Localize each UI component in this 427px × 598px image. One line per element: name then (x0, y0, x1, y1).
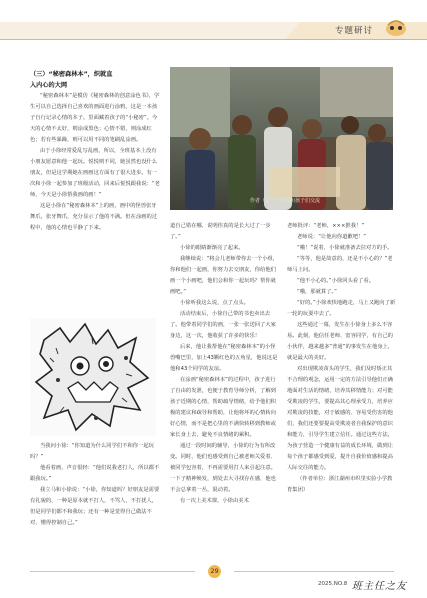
paragraph: 我立马和小徐说：“小徐，你知道吗？好朋友是需要有礼貌的，一种是原本就不打人，不骂人，不打扰人，但是同学们都不和我玩；还有一种是觉得自己做法不对，懂得控制自己。” (30, 487, 160, 526)
paragraph: 由于小徐经常爱乱写乱画，所以，全班基本上没有小朋友愿意和他一起玩。悦悦则不同，她虽然也没什么朋友，但是这学期她在画画这方面有了很大进步。有一次和小徐一起参加了班级活动，回来后悦悦跟我说：“老师，今天是小徐帮我画的画！” (30, 148, 160, 198)
paragraph: 通过一段时间的辅导，小徐的行为有所改变。同时，他们也感受到自己被老师关爱着、被同学包容着，不再需要用打人来引起注意。一下子精神焕发，到处去大寻找存在感，他也不会总拿着一丛，混动着。 (170, 443, 276, 493)
paragraph: 活动结束后，小徐自己带的书也卖出去了。他带着同学们的画，一张一张送回了大家身边，这一次，他收获了许多的快乐！ (170, 311, 276, 339)
header-section-title: 专题研讨 (335, 26, 374, 36)
paragraph: “哦！”说着，小徐就准备去拉对方的手。 (297, 245, 393, 251)
paragraph: 小徐听我这么说，点了点头。 (180, 300, 249, 306)
paragraph: “等等，他是故意的，还是不小心的？”老师马上问。 (287, 256, 393, 273)
paragraph: 当我问小徐：“你知道为什么同学们不和你一起玩吗？” (30, 443, 154, 460)
paragraph: 对出现欺凌苗头的学生，我们及时矫正其不合理的观念，运用一定的方法引导他们正确地面对生活的情绪，培养其移情能力；对可能受欺凌的学生，要提高其心理承受力，培养应对欺凌的技能，对于敏感的、容易受伤害的他们，我们还要要提高受欺凌者自我保护的意识和能力，引导学生建立信任。通过这些方法，为孩子营造一个健康有益的成长环境，做到让每个孩子都感受到爱，提升自我价值感和提高人际交往的能力。 (287, 366, 393, 471)
photo-caption: 作者（左一）正在和孩子们交流 (250, 198, 321, 204)
paragraph: 在涂画“秘密森林本”的过程中，孩子进行了自由的发泄，也便于教育导师分析，了解到孩子近期的心情，帮助疏导情绪，给予他们积极的建议和疏导和帮助，让他将坏的心情转向好心情，而不是把心里的不满快转移到教师或家长身上去，避免不良情绪的累积。 (170, 377, 276, 438)
mascot-icon (383, 16, 409, 38)
section-heading-line2: 入内心的大网 (30, 82, 68, 89)
paragraph: 老师批评：“老师，×××推我！” (287, 223, 365, 229)
paragraph: 他看着画，声音很轻：“他们说我老打人，所以都不跟我玩。” (30, 465, 160, 482)
middle-column (170, 221, 280, 561)
footer-divider-left (30, 571, 195, 572)
magazine-name: 班主任之友 (352, 581, 407, 592)
author-affiliation: （作者单位：浙江湖州市织里实验小学教育集团） (287, 476, 393, 493)
issue-number: 2025.NO.8 (318, 581, 348, 587)
paragraph: “秘密森林本”是模仿《秘密森林的创意涂色书》，学生可以自己选择自己喜欢的画面进行涂鸦，这是一本孩子自行记录心情的本子。里面藏着孩子的“小秘密”。今天的心情不太好，则涂成黑色；心情不错，则涂成红色；若有些暴躁，则可以用不同的笔刷乱涂画。 (30, 93, 160, 143)
right-column (287, 221, 397, 561)
paragraph: 小徐的眼睛渐渐亮了起来。 (180, 245, 244, 251)
classroom-photo-graphic (170, 67, 393, 210)
paragraph: 这是小徐在“秘密森林本”上的画，画中的怪兽张牙舞爪，张牙舞爪，充分显示了他的不满。但在涂画的过程中，他的心情也平静了下来。 (30, 203, 158, 231)
section-heading-line1: （三）“秘密森林本”，织就直 (30, 71, 113, 78)
paragraph: 后来，他让我帮他在“秘密森林本”的小怪兽嘴巴里，加上43颗红色的五角星，他说这是他和43个同学的友谊。 (170, 344, 278, 372)
monster-drawing (30, 318, 156, 436)
paragraph: “哦，那就算了。” (297, 289, 337, 295)
monster-illustration-graphic (30, 318, 156, 436)
paragraph: 我继续说：“将会儿老师带你去一个小组，你和他们一起画，你努力去交朋友，你给他们画一个小画吧，他们会和你一起玩吗？帮你就画吧。” (170, 256, 279, 295)
paragraph: 有一次上美术课，小徐由美术 (180, 498, 249, 504)
paragraph: “好的。”小徐欢快地跑走，马上又跑向了新一轮的玩耍中去了。 (287, 300, 396, 317)
left-column (30, 69, 160, 309)
paragraph: 老师说：“让他向你道歉吧！” (297, 234, 367, 240)
page-number: 29 (208, 565, 221, 578)
footer-divider-right (234, 571, 394, 572)
left-column-bottom (30, 441, 160, 561)
paragraph: 这些通过一幕，发生在小徐身上多么不容易。此刻，他信任老师、宽容同学，有自己的小伙伴，越来越多“普通”的事发生在他身上，就是最大的美好。 (287, 322, 394, 361)
paragraph: “他不小心的。”小徐回头看了看。 (297, 278, 374, 284)
classroom-photo (170, 67, 393, 210)
paragraph: 道自己错在哪，说明你真的是长大过了一步了。” (170, 223, 271, 240)
